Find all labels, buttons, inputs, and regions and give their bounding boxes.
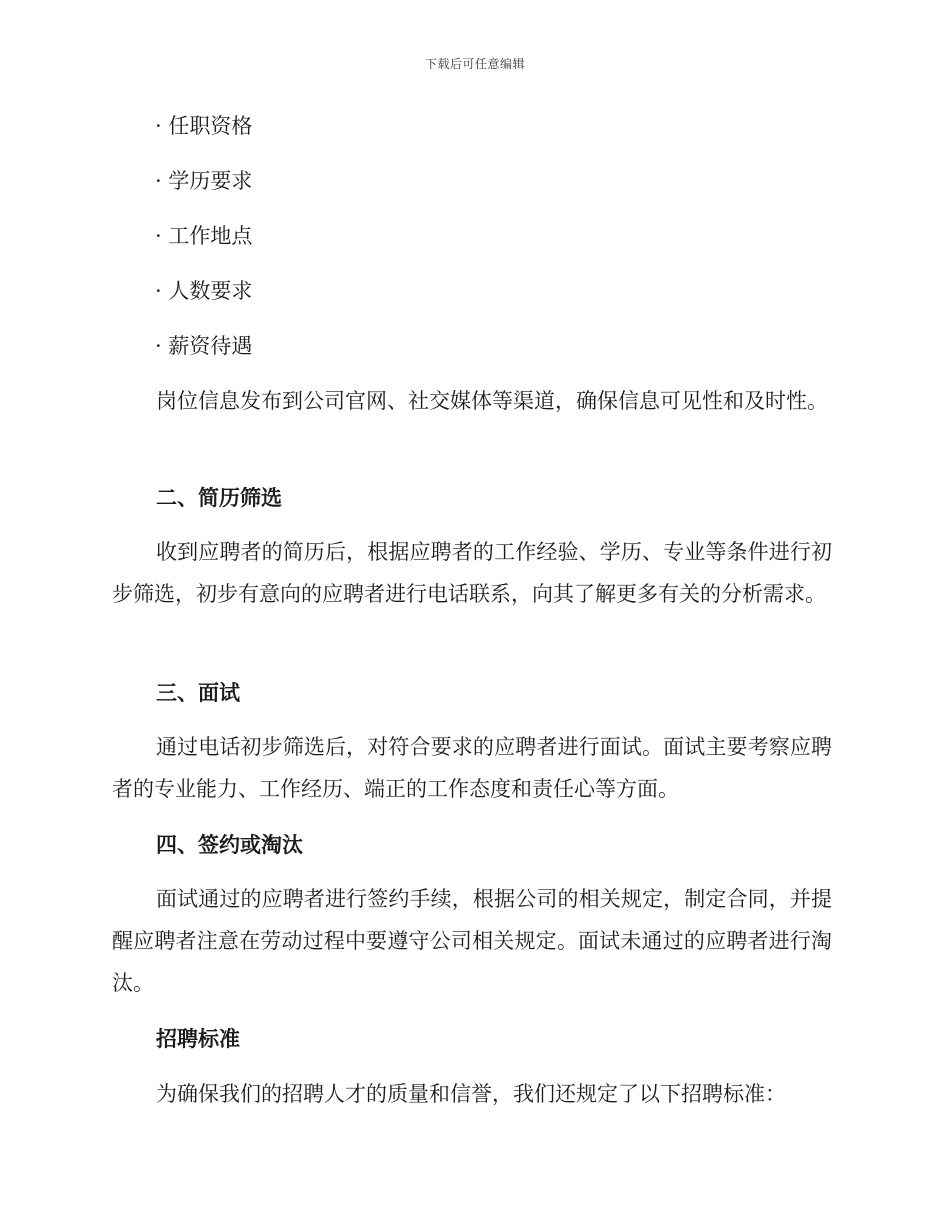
list-item: · 工作地点 bbox=[155, 224, 253, 248]
list-item: · 人数要求 bbox=[155, 279, 253, 303]
section-heading-standards: 招聘标准 bbox=[156, 1027, 240, 1051]
requirements-list bbox=[155, 110, 252, 385]
section-heading-contract: 四、签约或淘汰 bbox=[156, 833, 303, 857]
publish-paragraph: 岗位信息发布到公司官网、社交媒体等渠道，确保信息可见性和及时性。 bbox=[156, 389, 828, 413]
list-item: · 薪资待遇 bbox=[155, 334, 253, 358]
section-heading-screening: 二、简历筛选 bbox=[156, 486, 282, 510]
list-item: · 任职资格 bbox=[155, 114, 253, 138]
section-heading-interview: 三、面试 bbox=[156, 681, 240, 705]
standards-paragraph: 为确保我们的招聘人才的质量和信誉，我们还规定了以下招聘标准： bbox=[156, 1082, 786, 1106]
list-item: · 学历要求 bbox=[155, 169, 253, 193]
interview-paragraph: 通过电话初步筛选后，对符合要求的应聘者进行面试。面试主要考察应聘者的专业能力、工作经历、端正的工作态度和责任心等方面。 bbox=[112, 735, 832, 801]
contract-paragraph: 面试通过的应聘者进行签约手续，根据公司的相关规定，制定合同，并提醒应聘者注意在劳动过程中要遵守公司相关规定。面试未通过的应聘者进行淘汰。 bbox=[112, 887, 832, 995]
page-header-note: 下载后可任意编辑 bbox=[424, 57, 525, 71]
screening-paragraph: 收到应聘者的简历后，根据应聘者的工作经验、学历、专业等条件进行初步筛选，初步有意向的应聘者进行电话联系，向其了解更多有关的分析需求。 bbox=[112, 540, 832, 606]
